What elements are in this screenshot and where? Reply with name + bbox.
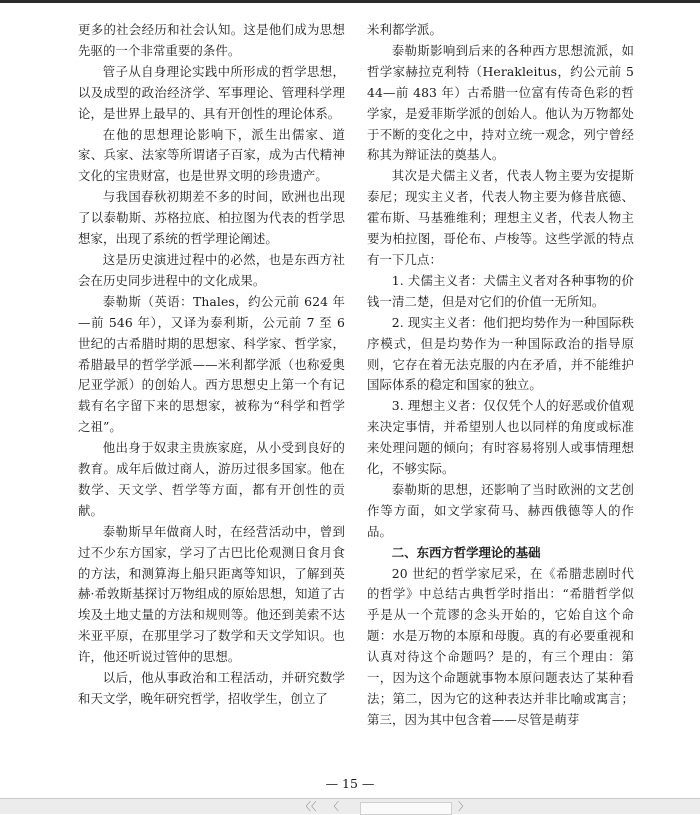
- right-column-continued: [367, 564, 634, 731]
- right-column-paragraph: 3. 理想主义者：仅仅凭个人的好恶或价值观来决定事情，并希望别人也以同样的角度或标准来处理问题的倾向；有时容易将别人或事情理想化，不够实际。: [367, 398, 634, 477]
- previous-page-button[interactable]: 〈: [328, 800, 339, 813]
- right-column-paragraph: 泰勒斯的思想，还影响了当时欧洲的文艺创作等方面，如文学家荷马、赫西俄德等人的作品。: [367, 481, 634, 539]
- right-column-paragraph: 2. 现实主义者：他们把均势作为一种国际秩序模式，但是均势作为一种国际政治的指导原则，它存在着无法克服的内在矛盾，并不能维护国际体系的稳定和国家的独立。: [367, 314, 634, 393]
- left-column-paragraph: 管子从自身理论实践中所形成的哲学思想，以及成型的政治经济学、军事理论、管理科学理论，是世界上最早的、具有开创性的理论体系。: [78, 63, 345, 121]
- right-column-paragraph: 1. 犬儒主义者：犬儒主义者对各种事物的价钱一清二楚，但是对它们的价值一无所知。: [367, 272, 634, 309]
- left-column-paragraph: 泰勒斯早年做商人时，在经营活动中，曾到过不少东方国家，学习了古巴比伦观测日食月食的方法，和测算海上船只距离等知识，了解到英赫·希敦斯基探讨万物组成的原始思想，知道了古埃及土地丈量的方法和规则等。他还到美索不达米亚平原，在那里学习了数学和天文学知识。也许，他还听说过管仲的思想。: [78, 523, 345, 665]
- left-column-paragraph: 与我国春秋初期差不多的时间，欧洲也出现了以泰勒斯、苏格拉底、柏拉图为代表的哲学思想家，出现了系统的哲学理论阐述。: [78, 189, 345, 247]
- first-page-button[interactable]: 〈〈: [300, 800, 317, 813]
- section-heading: 二、东西方哲学理论的基础: [391, 544, 541, 560]
- left-column-paragraph: 泰勒斯（英语：Thales，约公元前 624 年—前 546 年），又译为泰利斯，公元前 7 至 6 世纪的古希腊时期的思想家、科学家、哲学家，希腊最早的哲学学派——米利都学派（也称爱奥尼亚学派）的创始人。西方思想史上第一个有记载有名字留下来的思想家，被称为“科学和哲学之祖”。: [78, 293, 345, 435]
- right-column: [367, 20, 634, 731]
- left-column: [78, 20, 345, 710]
- document-page: [78, 20, 640, 772]
- left-column-paragraph: 在他的思想理论影响下，派生出儒家、道家、兵家、法家等所谓诸子百家，成为古代精神文化的宝贵财富，也是世界文明的珍贵遗产。: [78, 126, 345, 184]
- viewer-toolbar: [0, 798, 700, 814]
- next-page-button[interactable]: 〉: [458, 800, 469, 813]
- top-rule: [0, 0, 700, 3]
- right-column-paragraph: 其次是犬儒主义者，代表人物主要为安提斯泰尼；现实主义者，代表人物主要为修昔底德、霍布斯、马基雅维利；理想主义者，代表人物主要为柏拉图，哥伦布、卢梭等。这些学派的特点有一下几点：: [367, 168, 634, 267]
- left-column-paragraph: 他出身于奴隶主贵族家庭，从小受到良好的教育。成年后做过商人，游历过很多国家。他在数学、天文学、哲学等方面，都有开创性的贡献。: [78, 440, 345, 518]
- page-number: — 15 —: [325, 776, 375, 791]
- right-column-body: [367, 20, 634, 543]
- right-column-paragraph: 泰勒斯影响到后来的各种西方思想流派，如哲学家赫拉克利特（Herakleitus，约公元前 544—前 483 年）古希腊一位富有传奇色彩的哲学家，是爱菲斯学派的创始人。他认为万物都处于不断的变化之中，持对立统一观念，列宁曾经称其为辩证法的奠基人。: [367, 42, 634, 163]
- left-column-paragraph: 这是历史演进过程中的必然，也是东西方社会在历史同步进程中的文化成果。: [78, 251, 345, 288]
- right-column-paragraph: 20 世纪的哲学家尼采，在《希腊悲剧时代的哲学》中总结古典哲学时指出：“希腊哲学似乎是从一个荒谬的念头开始的，它始自这个命题：水是万物的本原和母腹。真的有必要重视和认真对待这个命题吗？是的，有三个理由：第一，因为这个命题就事物本原问题表达了某种看法；第二，因为它的这种表达并非比喻或寓言；第三，因为其中包含着——尽管是萌芽: [367, 565, 634, 727]
- left-column-paragraph: 更多的社会经历和社会认知。这是他们成为思想先驱的一个非常重要的条件。: [78, 22, 345, 58]
- page-number-input[interactable]: [360, 802, 452, 815]
- left-column-paragraph: 以后，他从事政治和工程活动，并研究数学和天文学，晚年研究哲学，招收学生，创立了: [78, 670, 345, 706]
- right-column-paragraph: 米利都学派。: [367, 22, 442, 37]
